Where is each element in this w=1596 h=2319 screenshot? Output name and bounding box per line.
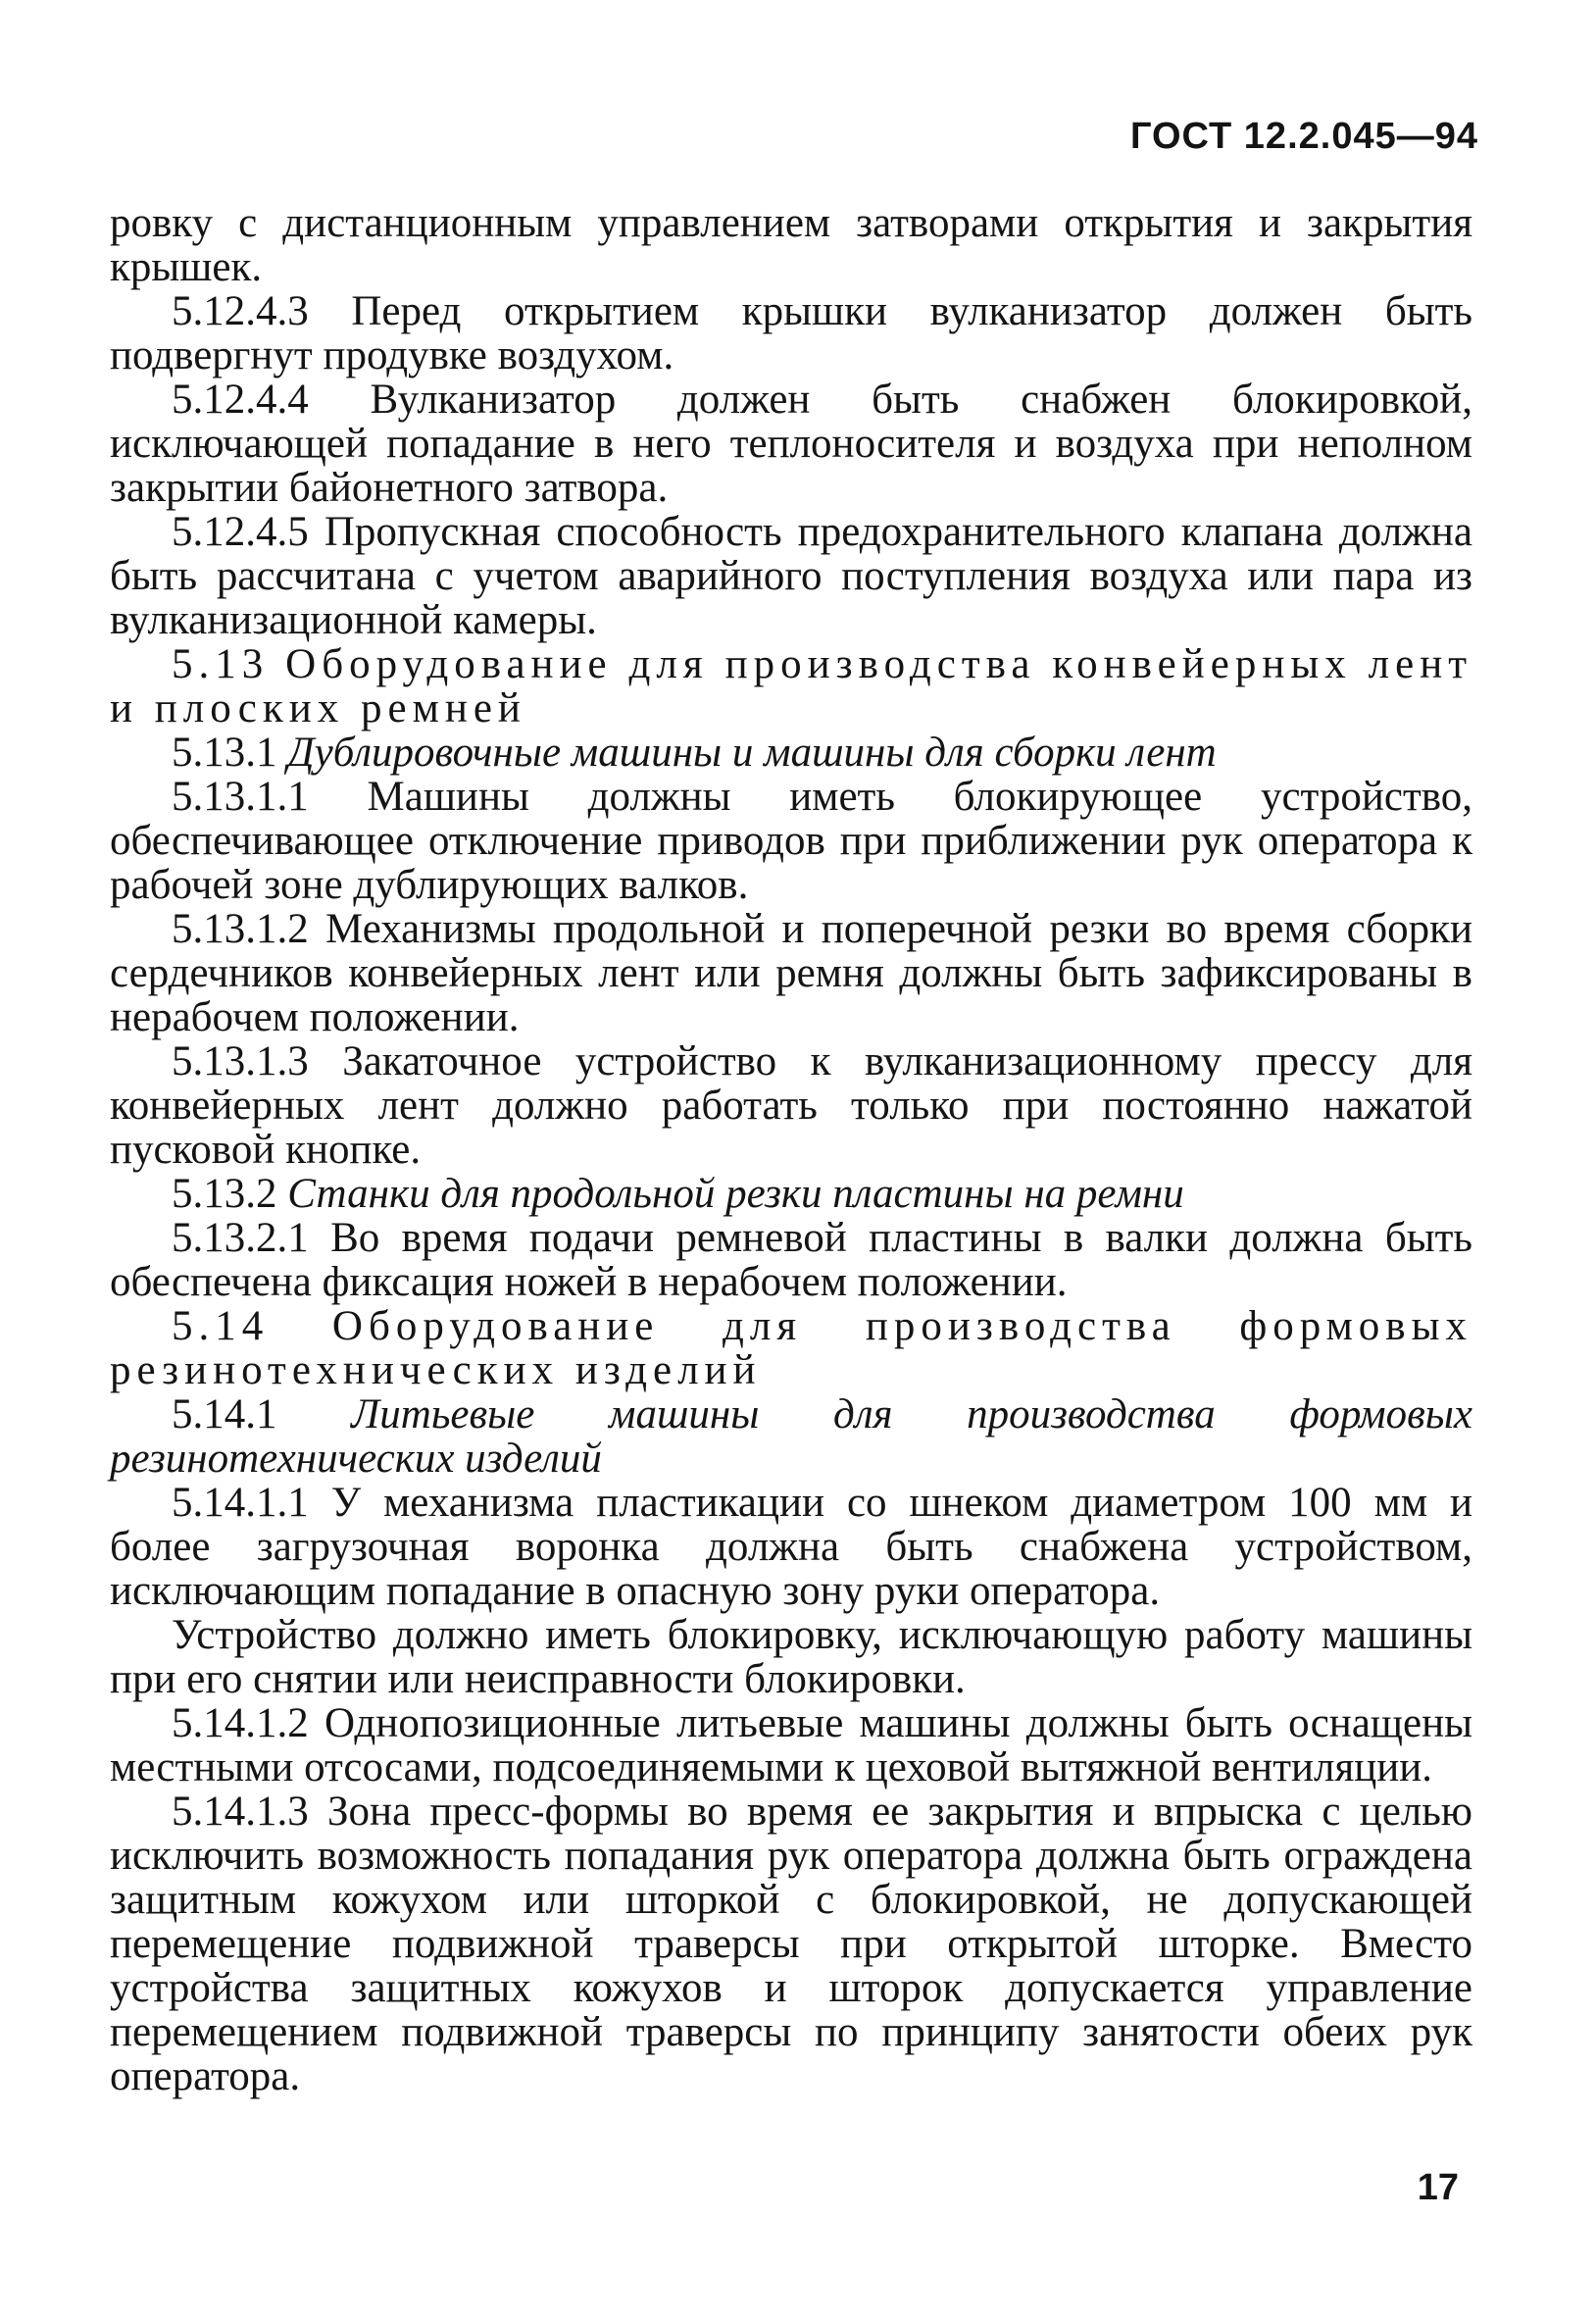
subsection-heading	[110, 1172, 1472, 1216]
subsection-number: 5.14.1	[172, 1391, 277, 1437]
paragraph: ровку с дистанционным управлением затворами открытия и закрытия крышек.	[110, 200, 1472, 290]
paragraph: 5.14.1.2 Однопозиционные литьевые машины должны быть оснащены местными отсосами, подсоединяемыми к цеховой вытяжной вентиляции.	[110, 1700, 1472, 1790]
paragraph: 5.13.1.2 Механизмы продольной и поперечной резки во время сборки сердечников конвейерных лент или ремня должны быть зафиксированы в нерабочем положении.	[110, 906, 1472, 1040]
subsection-heading	[110, 1392, 1472, 1481]
paragraph: Устройство должно иметь блокировку, исключающую работу машины при его снятии или неисправности блокировки.	[110, 1612, 1472, 1702]
subsection-heading	[110, 731, 1472, 775]
subsection-number: 5.13.1	[172, 730, 277, 776]
document-body	[110, 201, 1472, 2098]
document-code: ГОСТ 12.2.045—94	[1129, 116, 1478, 157]
paragraph: 5.13.1.3 Закаточное устройство к вулканизационному прессу для конвейерных лент должно работать только при постоянно нажатой пусковой кнопке.	[110, 1038, 1472, 1173]
paragraph: 5.12.4.3 Перед открытием крышки вулканизатор должен быть подвергнут продувке воздухом.	[110, 288, 1472, 378]
subsection-title: Литьевые машины для производства формовых резинотехнических изделий	[110, 1391, 1472, 1482]
paragraph: 5.12.4.4 Вулканизатор должен быть снабжен блокировкой, исключающей попадание в него теплоносителя и воздуха при неполном закрытии байонетного затвора.	[110, 377, 1472, 511]
subsection-number: 5.13.2	[172, 1171, 277, 1217]
paragraph: 5.12.4.5 Пропускная способность предохранительного клапана должна быть рассчитана с учетом аварийного поступления воздуха или пара из вулканизационной камеры.	[110, 509, 1472, 643]
paragraph: 5.14.1.3 Зона пресс-формы во время ее закрытия и впрыска с целью исключить возможность попадания рук оператора должна быть ограждена защитным кожухом или шторкой с блокировкой, не допускающей перемещение подвижной траверсы при открытой шторке. Вместо устройства защитных кожухов и шторок допускается управление перемещением подвижной траверсы по принципу занятости обеих рук оператора.	[110, 1789, 1472, 2099]
section-heading: 5.13 Оборудование для производства конвейерных лент и плоских ремней	[110, 641, 1472, 731]
page-number: 17	[1417, 2167, 1459, 2208]
section-heading: 5.14 Оборудование для производства формовых резинотехнических изделий	[110, 1303, 1472, 1393]
paragraph: 5.14.1.1 У механизма пластикации со шнеком диаметром 100 мм и более загрузочная воронка должна быть снабжена устройством, исключающим попадание в опасную зону руки оператора.	[110, 1480, 1472, 1614]
paragraph: 5.13.2.1 Во время подачи ремневой пластины в валки должна быть обеспечена фиксация ножей в нерабочем положении.	[110, 1215, 1472, 1305]
subsection-title: Станки для продольной резки пластины на ремни	[287, 1171, 1184, 1217]
paragraph: 5.13.1.1 Машины должны иметь блокирующее устройство, обеспечивающее отключение приводов при приближении рук оператора к рабочей зоне дублирующих валков.	[110, 774, 1472, 908]
subsection-title: Дублировочные машины и машины для сборки лент	[287, 730, 1217, 776]
